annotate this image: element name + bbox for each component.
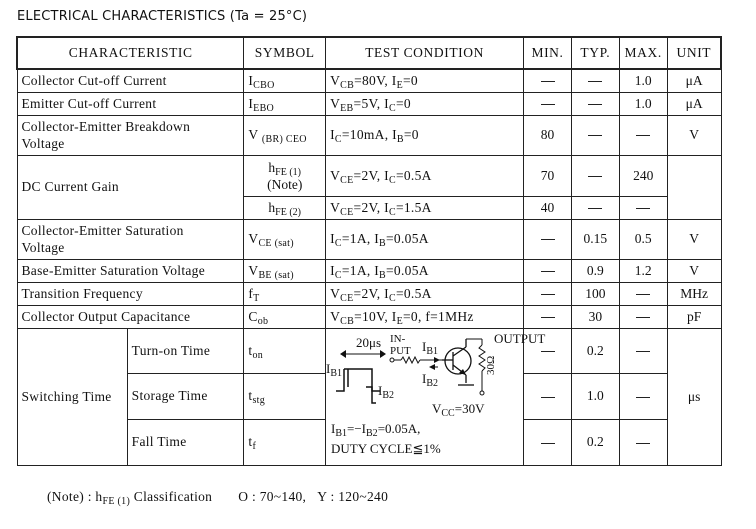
row-name: Collector-Emitter Saturation Voltage: [17, 219, 244, 259]
col-header-typ: TYP.: [571, 37, 619, 69]
hfe-classification-note: (Note) : $h_{FE (1)}$ Classification O : 70~140, Y : 120~240: [47, 489, 389, 507]
row-condition: $V_{CB}=10V$, $I_E=0$, f=1MHz: [326, 305, 524, 328]
table-row: [17, 305, 721, 328]
load-resistor-label: 30Ω: [485, 355, 498, 375]
ib1-label: $I_{B1}$: [326, 360, 343, 379]
test-circuit-cell: [326, 328, 546, 465]
ib-condition: $I_{B1}=-I_{B2}=0.05A$,: [331, 420, 421, 439]
row-name: DC Current Gain: [17, 155, 244, 219]
row-name: Collector Cut-off Current: [17, 69, 244, 92]
row-name: Collector Output Capacitance: [17, 305, 244, 328]
row-max: [619, 373, 667, 419]
row-unit: μA: [667, 69, 721, 92]
ib1-circuit-label: $I_{B1}$: [422, 338, 439, 357]
row-name: Switching Time: [17, 328, 127, 465]
row-min: [524, 305, 572, 328]
row-max: [619, 115, 667, 155]
col-header-condition: TEST CONDITION: [326, 37, 524, 69]
row-typ: [571, 92, 619, 115]
pulse-waveform: [336, 369, 380, 403]
ib2-waveform-label: $I_{B2}$: [378, 382, 395, 401]
row-condition: $I_C=1A$, $I_B=0.05A$: [326, 259, 524, 282]
table-row: [17, 92, 721, 115]
ib2-circuit-label: $I_{B2}$: [422, 370, 439, 389]
row-condition: $V_{CB}=80V$, $I_E=0$: [326, 69, 524, 92]
row-symbol: $C_{ob}$: [244, 305, 326, 328]
row-symbol: $V_{CE (sat)}$: [244, 219, 326, 259]
row-unit: μs: [667, 328, 721, 465]
row-condition: $I_C=10mA$, $I_B=0$: [326, 115, 524, 155]
switching-test-circuit: [326, 329, 546, 465]
vcc-label: $V_{CC}=30V$: [432, 400, 485, 419]
row-typ: [571, 115, 619, 155]
row-max: 1.0: [619, 92, 667, 115]
row-symbol: $f_T$: [244, 282, 326, 305]
table-row: [17, 69, 721, 92]
subrow-name: Storage Time: [127, 373, 244, 419]
col-header-min: MIN.: [524, 37, 572, 69]
row-symbol: $t_{on}$: [244, 328, 326, 373]
row-typ: 0.2: [571, 328, 619, 373]
row-max: 1.0: [619, 69, 667, 92]
pulse-width-label: 20μs: [356, 334, 382, 350]
col-header-symbol: SYMBOL: [244, 37, 326, 69]
row-unit: μA: [667, 92, 721, 115]
duty-cycle-condition: DUTY CYCLE≦1%: [331, 440, 441, 456]
table-row: [17, 259, 721, 282]
row-max: [619, 282, 667, 305]
row-typ: 0.15: [571, 219, 619, 259]
input-label-1: IN-: [390, 332, 406, 345]
row-max: [619, 196, 667, 219]
row-max: [619, 328, 667, 373]
row-unit: V: [667, 219, 721, 259]
row-typ: 30: [571, 305, 619, 328]
row-typ: [571, 69, 619, 92]
row-name: Base-Emitter Saturation Voltage: [17, 259, 244, 282]
row-min: [524, 219, 572, 259]
row-min: [524, 259, 572, 282]
row-min: [524, 420, 572, 465]
table-row: [17, 328, 721, 373]
row-min: 80: [524, 115, 572, 155]
row-min: [524, 282, 572, 305]
electrical-characteristics-table: [16, 36, 722, 466]
row-symbol: $h_{FE (2)}$: [244, 196, 326, 219]
table-row: [17, 282, 721, 305]
row-unit: [667, 155, 721, 219]
row-symbol: V $_{(BR) CEO}$: [244, 115, 326, 155]
input-label-2: PUT: [390, 344, 411, 357]
row-min: [524, 92, 572, 115]
output-label: OUTPUT: [494, 330, 546, 346]
header-row: [17, 37, 721, 69]
row-symbol: $t_f$: [244, 420, 326, 465]
row-max: 0.5: [619, 219, 667, 259]
col-header-unit: UNIT: [667, 37, 721, 69]
row-symbol: $t_{stg}$: [244, 373, 326, 419]
row-max: 1.2: [619, 259, 667, 282]
row-condition: $I_C=1A$, $I_B=0.05A$: [326, 219, 524, 259]
row-condition: $V_{CE}=2V$, $I_C=1.5A$: [326, 196, 524, 219]
subrow-name: Turn-on Time: [127, 328, 244, 373]
row-name: Transition Frequency: [17, 282, 244, 305]
table-row: [17, 115, 721, 155]
row-unit: V: [667, 259, 721, 282]
transistor-symbol: [442, 339, 474, 385]
row-symbol: $h_{FE (1)}$ (Note): [244, 155, 326, 196]
row-condition: $V_{CE}=2V$, $I_C=0.5A$: [326, 282, 524, 305]
row-name: Emitter Cut-off Current: [17, 92, 244, 115]
row-unit: MHz: [667, 282, 721, 305]
row-min: 40: [524, 196, 572, 219]
col-header-max: MAX.: [619, 37, 667, 69]
row-min: [524, 373, 572, 419]
table-row: [17, 219, 721, 259]
row-symbol: $I_{EBO}$: [244, 92, 326, 115]
row-max: [619, 305, 667, 328]
row-typ: 0.2: [571, 420, 619, 465]
row-max: [619, 420, 667, 465]
row-min: 70: [524, 155, 572, 196]
row-unit: pF: [667, 305, 721, 328]
row-typ: 100: [571, 282, 619, 305]
col-header-characteristic: CHARACTERISTIC: [17, 37, 244, 69]
row-max: 240: [619, 155, 667, 196]
row-name: Collector-Emitter Breakdown Voltage: [17, 115, 244, 155]
row-symbol: $V_{BE (sat)}$: [244, 259, 326, 282]
row-condition: $V_{EB}=5V$, $I_C=0$: [326, 92, 524, 115]
subrow-name: Fall Time: [127, 420, 244, 465]
row-typ: [571, 155, 619, 196]
row-condition: $V_{CE}=2V$, $I_C=0.5A$: [326, 155, 524, 196]
row-typ: [571, 196, 619, 219]
row-typ: 1.0: [571, 373, 619, 419]
section-title: ELECTRICAL CHARACTERISTICS (Ta = 25°C): [17, 9, 308, 24]
row-typ: 0.9: [571, 259, 619, 282]
table-row: [17, 155, 721, 196]
row-min: [524, 69, 572, 92]
row-unit: V: [667, 115, 721, 155]
row-symbol: $I_{CBO}$: [244, 69, 326, 92]
